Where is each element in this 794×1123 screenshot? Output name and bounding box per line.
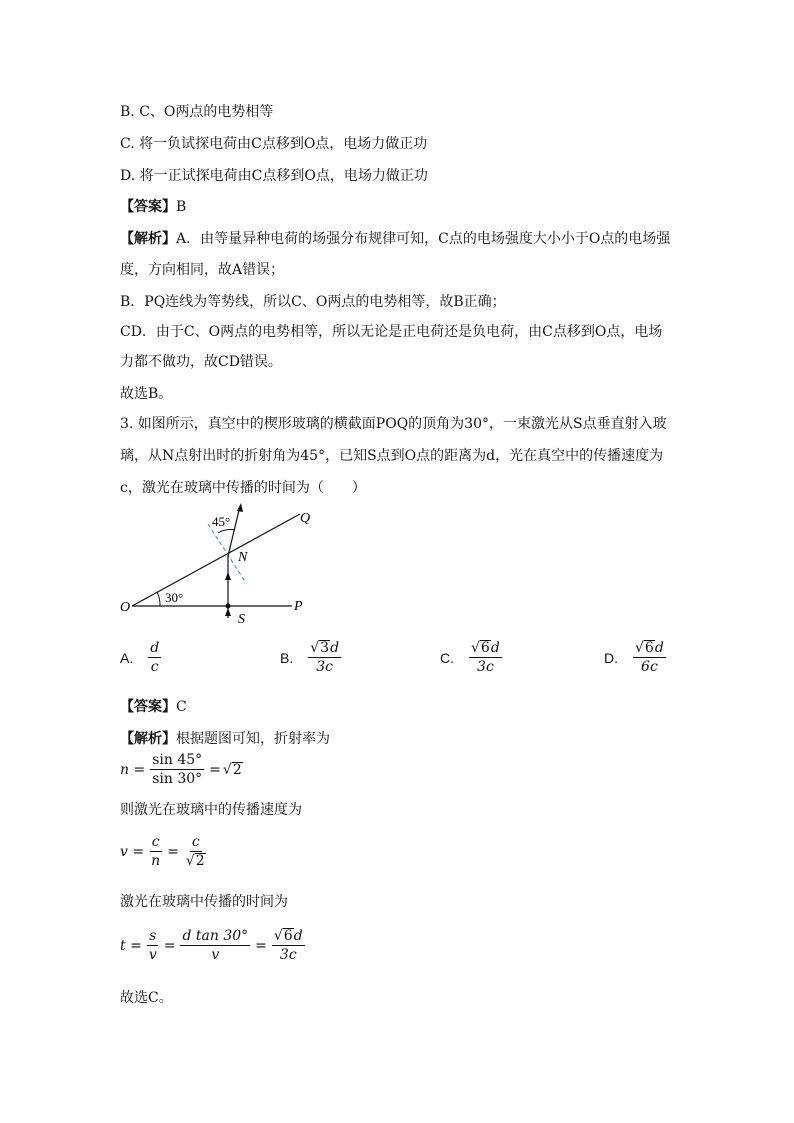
choice-c xyxy=(440,640,505,675)
analysis-prev-line5: 力都不做功，故CD错误。 xyxy=(120,354,282,370)
question3-line2: 璃，从N点射出时的折射角为45°，已知S点到O点的距离为d，光在真空中的传播速度为 xyxy=(120,448,664,464)
choice-b xyxy=(280,640,344,675)
eq3-numerator3: √ 6 d xyxy=(273,928,303,944)
eq1-equals: = xyxy=(209,761,221,778)
equation-speed xyxy=(120,834,211,869)
option-c-prev: C. 将一负试探电荷由C点移到O点，电场力做正功 xyxy=(120,136,428,152)
eq2-fraction1 xyxy=(149,834,162,869)
answer-value: C xyxy=(176,699,187,715)
choice-c-letter: C. xyxy=(440,649,454,666)
eq2-denominator2: √ 2 xyxy=(185,853,205,869)
choice-a xyxy=(120,640,164,675)
analysis-prev-line2: 度，方向相同，故A错误； xyxy=(120,262,285,278)
analysis-text: A．由等量异种电荷的场强分布规律可知，C点的电场强度大小小于O点的电场强 xyxy=(176,231,671,247)
analysis-conclusion: 故选C。 xyxy=(120,990,173,1006)
choice-a-fraction xyxy=(148,640,161,675)
eq2-lhs: v = xyxy=(120,843,145,860)
analysis-prev-line1 xyxy=(120,228,670,249)
question3-line3: c，激光在玻璃中传播的时间为（ ） xyxy=(120,480,366,496)
eq1-radicand: 2 xyxy=(232,761,242,778)
eq3-lhs: t = xyxy=(120,937,142,954)
label-45: 45° xyxy=(212,514,231,529)
incident-arrow-bottom xyxy=(225,608,231,616)
choice-a-numerator: d xyxy=(150,640,160,656)
equation-refractive-index xyxy=(120,752,243,787)
eq3-denominator2: v xyxy=(211,947,220,963)
eq3-fraction3 xyxy=(272,928,305,963)
refracted-arrow xyxy=(237,503,243,512)
eq3-numerator1: s xyxy=(149,928,157,944)
eq3-fraction2 xyxy=(180,928,250,963)
choice-a-letter: A. xyxy=(120,649,134,666)
choice-d xyxy=(604,640,669,675)
choice-c-num-tail: d xyxy=(490,640,500,656)
choice-b-letter: B. xyxy=(280,649,294,666)
analysis-prev-line3: B．PQ连线为等势线，所以C、O两点的电势相等，故B正确； xyxy=(120,294,506,310)
eq3-radicand: 6 xyxy=(283,928,293,944)
choice-d-radicand: 6 xyxy=(644,640,654,656)
question3-line1: 3. 如图所示，真空中的楔形玻璃的横截面POQ的顶角为30°，一束激光从S点垂直射入玻 xyxy=(120,416,667,432)
eq1-denominator: sin 30° xyxy=(152,771,203,787)
eq2-numerator2: c xyxy=(191,834,200,850)
eq1-fraction xyxy=(150,752,204,787)
eq3-num3-tail: d xyxy=(293,928,303,944)
eq3-fraction1 xyxy=(147,928,159,963)
option-d-prev: D. 将一正试探电荷由C点移到O点，电场力做正功 xyxy=(120,168,428,184)
choice-d-denominator: 6c xyxy=(641,659,658,675)
eq1-sqrt: √ 2 xyxy=(222,761,242,778)
choice-d-letter: D. xyxy=(604,649,618,666)
label-30: 30° xyxy=(165,590,184,605)
eq2-numerator1: c xyxy=(151,834,160,850)
label-p: P xyxy=(294,599,303,614)
eq3-denominator1: v xyxy=(148,947,157,963)
point-s-dot xyxy=(226,604,231,609)
choice-c-denominator: 3c xyxy=(477,659,494,675)
label-o: O xyxy=(120,600,131,615)
incident-arrow-mid xyxy=(225,572,231,580)
choice-d-numerator: √ 6 d xyxy=(635,640,664,656)
answer-prev xyxy=(120,196,186,217)
label-q: Q xyxy=(300,511,311,526)
eq2-fraction2 xyxy=(184,834,208,869)
answer-label: 【答案】 xyxy=(120,198,176,214)
label-n: N xyxy=(238,550,248,565)
eq2-equals: = xyxy=(167,843,179,860)
eq2-denominator1: n xyxy=(151,853,161,869)
analysis-prev-line6: 故选B。 xyxy=(120,386,173,402)
choice-d-num-tail: d xyxy=(654,640,664,656)
choice-d-fraction xyxy=(633,640,666,675)
label-s: S xyxy=(238,612,245,627)
wedge-figure xyxy=(110,500,330,628)
analysis-line2: 则激光在玻璃中的传播速度为 xyxy=(120,802,302,818)
choice-b-fraction xyxy=(308,640,341,675)
choice-b-num-tail: d xyxy=(330,640,340,656)
eq3-denominator3: 3c xyxy=(279,947,297,963)
equation-time xyxy=(120,928,308,963)
eq2-radicand: 2 xyxy=(195,853,205,869)
answer-label: 【答案】 xyxy=(120,698,176,714)
eq1-lhs: n = xyxy=(120,761,146,778)
choice-b-radicand: 3 xyxy=(320,640,330,656)
answer xyxy=(120,696,187,717)
answer-value: B xyxy=(176,199,187,215)
angle-30-arc xyxy=(157,592,160,606)
option-b-prev: B. C、O两点的电势相等 xyxy=(120,104,274,120)
analysis-label: 【解析】 xyxy=(120,230,176,246)
eq1-numerator: sin 45° xyxy=(152,752,203,768)
choice-c-radicand: 6 xyxy=(480,640,490,656)
choice-c-fraction xyxy=(469,640,502,675)
eq3-equals1: = xyxy=(163,937,176,954)
choice-b-numerator: √ 3 d xyxy=(310,640,340,656)
choice-b-denominator: 3c xyxy=(316,659,334,675)
choice-c-numerator: √ 6 d xyxy=(471,640,500,656)
angle-45-arc xyxy=(218,530,235,533)
analysis-prev-line4: CD．由于C、O两点的电势相等，所以无论是正电荷还是负电荷，由C点移到O点，电场 xyxy=(120,324,663,340)
eq3-equals2: = xyxy=(255,937,267,954)
analysis-intro xyxy=(120,728,330,749)
analysis-line3: 激光在玻璃中传播的时间为 xyxy=(120,894,288,910)
eq3-numerator2: d tan 30° xyxy=(182,928,249,944)
choice-a-denominator: c xyxy=(150,659,159,675)
analysis-label: 【解析】 xyxy=(120,730,176,746)
analysis-intro-text: 根据题图可知，折射率为 xyxy=(176,731,330,747)
